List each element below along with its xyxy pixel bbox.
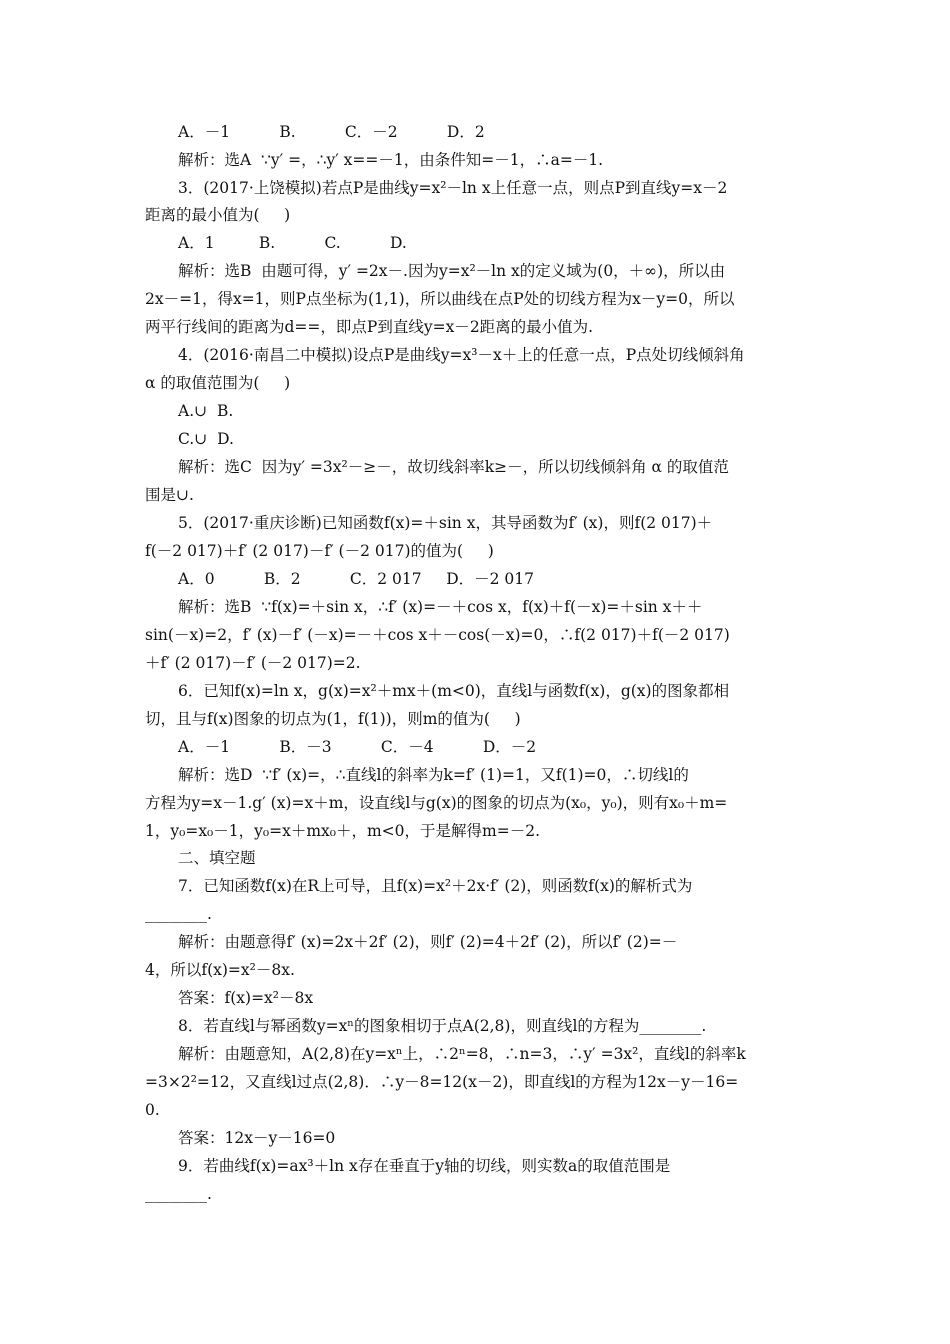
q3-options: A．1 B. C. D. [178, 234, 407, 252]
q4-stem-line1: 4．(2016·南昌二中模拟)设点P是曲线y=x³－x＋上的任意一点，P点处切线倾斜角 [178, 346, 745, 364]
q6-solution-line2: 方程为y=x－1.g′ (x)=x＋m，设直线l与g(x)的图象的切点为(x₀，y₀)，则有x₀＋m= [145, 794, 728, 812]
q2-options: A．－1 B. C．－2 D．2 [178, 123, 485, 141]
q7-answer: 答案：f(x)=x²－8x [178, 989, 314, 1007]
q5-solution-line1: 解析：选B ∵f(x)=＋sin x，∴f′ (x)=－＋cos x，f(x)＋f(－x)=＋sin x＋＋ [178, 598, 703, 616]
section-heading-fill-in: 二、填空题 [178, 849, 256, 867]
q7-stem-line2: ________. [145, 905, 212, 923]
q6-solution-line1: 解析：选D ∵f′ (x)=，∴直线l的斜率为k=f′ (1)=1，又f(1)=0，∴切线l的 [178, 766, 689, 784]
q5-solution-line3: ＋f′ (2 017)－f′ (－2 017)=2. [145, 654, 361, 672]
q7-solution-line2: 4，所以f(x)=x²－8x. [145, 961, 295, 979]
q4-options-line2: C.∪ D. [178, 430, 234, 448]
q5-stem-line1: 5．(2017·重庆诊断)已知函数f(x)=＋sin x，其导函数为f′ (x)，则f(2 017)＋ [178, 514, 713, 532]
q8-answer: 答案：12x－y－16=0 [178, 1129, 336, 1147]
q5-solution-line2: sin(－x)=2，f′ (x)－f′ (－x)=－＋cos x＋－cos(－x)=0，∴f(2 017)＋f(－2 017) [145, 626, 730, 644]
q8-solution-line1: 解析：由题意知，A(2,8)在y=xⁿ上，∴2ⁿ=8，∴n=3，∴y′ =3x²，直线l的斜率k [178, 1045, 746, 1063]
q8-solution-line2: =3×2²=12，又直线l过点(2,8)．∴y－8=12(x－2)，即直线l的方程为12x－y－16= [145, 1073, 739, 1091]
q5-stem-line2: f(－2 017)＋f′ (2 017)－f′ (－2 017)的值为( ) [145, 542, 494, 560]
q9-stem-line1: 9．若曲线f(x)=ax³＋ln x存在垂直于y轴的切线，则实数a的取值范围是 [178, 1157, 671, 1175]
q8-solution-line3: 0. [145, 1101, 160, 1119]
q7-stem-line1: 7．已知函数f(x)在R上可导，且f(x)=x²＋2x·f′ (2)，则函数f(x)的解析式为 [178, 877, 693, 895]
q3-solution-line2: 2x－=1，得x=1，则P点坐标为(1,1)，所以曲线在点P处的切线方程为x－y=0，所以 [145, 290, 735, 308]
q9-stem-line2: ________. [145, 1185, 212, 1203]
q6-solution-line3: 1，y₀=x₀－1，y₀=x＋mx₀＋，m<0，于是解得m=－2. [145, 822, 541, 840]
q5-options: A．0 B．2 C．2 017 D．－2 017 [178, 570, 535, 588]
q6-options: A．－1 B．－3 C．－4 D．－2 [178, 738, 537, 756]
q4-solution-line2: 围是∪. [145, 486, 194, 504]
q3-solution-line3: 两平行线间的距离为d==，即点P到直线y=x－2距离的最小值为. [145, 318, 594, 336]
q4-options-line1: A.∪ B. [178, 402, 234, 420]
q8-stem: 8．若直线l与幂函数y=xⁿ的图象相切于点A(2,8)，则直线l的方程为________. [178, 1017, 707, 1035]
q2-solution: 解析：选A ∵y′ =，∴y′ x==－1，由条件知=－1，∴a=－1. [178, 151, 604, 169]
q3-stem-line2: 距离的最小值为( ) [145, 206, 291, 224]
q3-solution-line1: 解析：选B 由题可得，y′ =2x－.因为y=x²－ln x的定义域为(0，＋∞)，所以由 [178, 262, 726, 280]
q7-solution-line1: 解析：由题意得f′ (x)=2x＋2f′ (2)，则f′ (2)=4＋2f′ (2)，所以f′ (2)=－ [178, 933, 678, 951]
q6-stem-line1: 6．已知f(x)=ln x，g(x)=x²＋mx＋(m<0)，直线l与函数f(x)，g(x)的图象都相 [178, 682, 730, 700]
q4-stem-line2: α 的取值范围为( ) [145, 374, 291, 392]
q3-stem-line1: 3．(2017·上饶模拟)若点P是曲线y=x²－ln x上任意一点，则点P到直线y=x－2 [178, 179, 728, 197]
q6-stem-line2: 切，且与f(x)图象的切点为(1，f(1))，则m的值为( ) [145, 710, 521, 728]
q4-solution-line1: 解析：选C 因为y′ =3x²－≥－，故切线斜率k≥－，所以切线倾斜角 α 的取值范 [178, 458, 729, 476]
